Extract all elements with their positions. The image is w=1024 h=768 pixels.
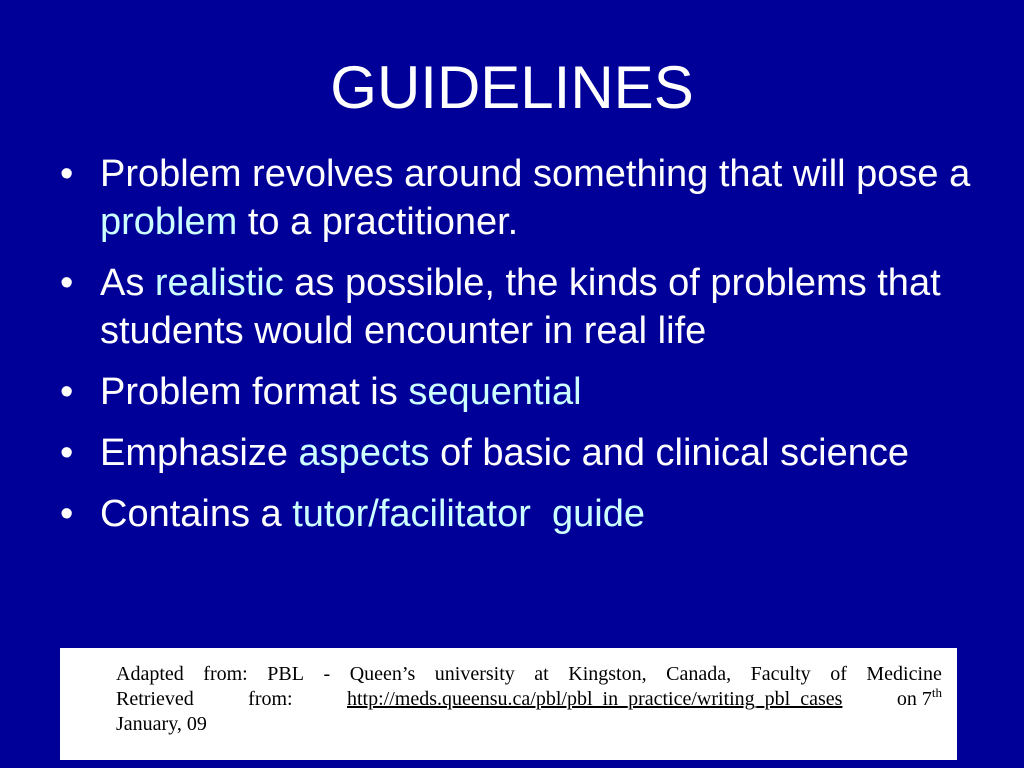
source-citation-box xyxy=(60,648,957,760)
source-word: - xyxy=(323,663,331,685)
source-word: Queen’s xyxy=(349,663,416,685)
bullet-text: Problem format is xyxy=(100,371,409,413)
bullet-marker: • xyxy=(60,371,74,413)
source-date-year: January, 09 xyxy=(116,713,207,735)
bullet-highlight: realistic xyxy=(154,262,284,304)
source-word: Faculty xyxy=(750,663,811,685)
source-line-date xyxy=(116,712,942,737)
source-word: from: xyxy=(248,688,293,710)
source-word: Kingston, xyxy=(568,663,647,685)
bullet-highlight: sequential xyxy=(408,371,582,413)
bullet-item xyxy=(60,368,980,416)
source-line-adapted xyxy=(116,662,942,687)
bullet-item xyxy=(60,150,980,246)
bullet-item xyxy=(60,259,980,355)
source-date-text: on 7 xyxy=(896,688,932,710)
bullet-text: Emphasize xyxy=(100,432,299,474)
bullet-text: to a practitioner. xyxy=(237,201,519,243)
bullet-marker: • xyxy=(60,432,74,474)
bullet-text: as possible, the kinds of problems that students would encounter in real life xyxy=(100,262,941,352)
slide-title: GUIDELINES xyxy=(330,54,694,121)
source-word: of xyxy=(830,663,847,685)
bullet-highlight: problem xyxy=(100,201,238,243)
source-word: Canada, xyxy=(666,663,732,685)
source-word: university xyxy=(434,663,515,685)
source-link[interactable]: http://meds.queensu.ca/pbl/pbl_in_practice/writing_pbl_cases xyxy=(347,688,843,710)
source-line-retrieved xyxy=(116,687,942,712)
bullet-highlight: tutor/facilitator guide xyxy=(292,493,645,535)
bullet-text: of basic and clinical science xyxy=(429,432,909,474)
bullet-text: Contains a xyxy=(100,493,293,535)
bullet-list xyxy=(60,150,980,551)
bullet-text: As xyxy=(100,262,155,304)
bullet-marker: • xyxy=(60,153,74,195)
bullet-marker: • xyxy=(60,493,74,535)
bullet-text: Problem revolves around something that will pose a xyxy=(100,153,971,195)
source-date xyxy=(897,687,942,712)
source-word: Medicine xyxy=(866,663,942,685)
source-word: Retrieved xyxy=(116,688,194,710)
source-word: PBL xyxy=(267,663,304,685)
source-word: from: xyxy=(203,663,248,685)
source-word: at xyxy=(534,663,549,685)
source-citation xyxy=(116,662,942,737)
source-word: Adapted xyxy=(116,663,184,685)
bullet-item xyxy=(60,429,980,477)
bullet-highlight: aspects xyxy=(298,432,430,474)
bullet-item xyxy=(60,490,980,538)
source-date-superscript: th xyxy=(931,685,942,700)
bullet-marker: • xyxy=(60,262,74,304)
